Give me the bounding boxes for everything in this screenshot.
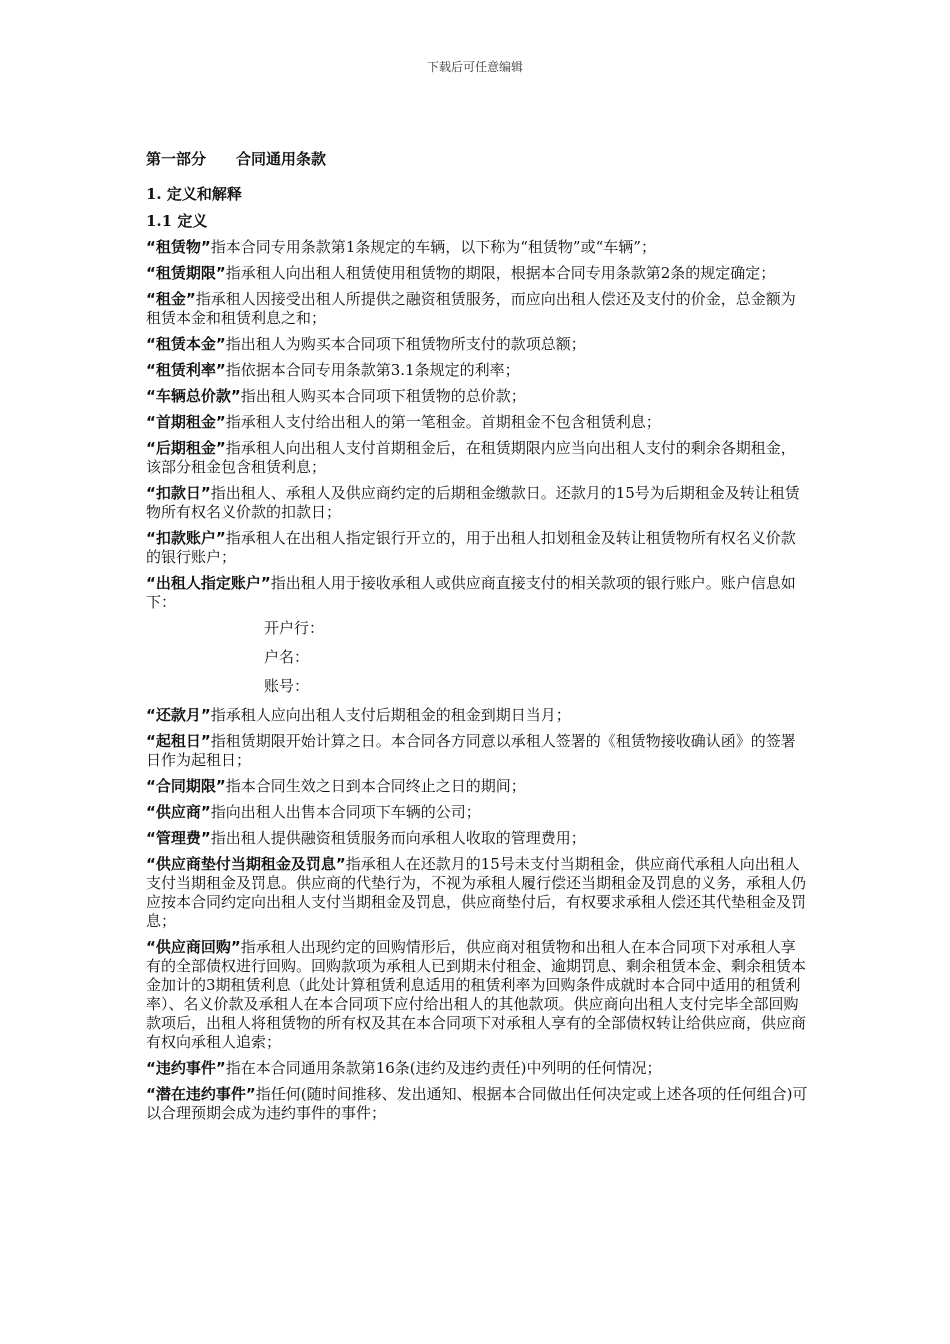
definition-term: “潜在违约事件” bbox=[146, 1085, 256, 1103]
definition-text: 指本合同专用条款第1条规定的车辆，以下称为“租赁物”或“车辆”； bbox=[210, 238, 656, 256]
definition-item bbox=[146, 335, 808, 354]
definitions-list-a bbox=[146, 238, 808, 612]
definition-text: 指出租人用于接收承租人或供应商直接支付的相关款项的银行账户。账户信息如下： bbox=[146, 574, 796, 611]
definition-text: 指任何(随时间推移、发出通知、根据本合同做出任何决定或上述各项的任何组合)可以合理预期会成为违约事件的事件； bbox=[146, 1085, 808, 1122]
part-title: 第一部分 合同通用条款 bbox=[146, 150, 327, 168]
definition-term: “合同期限” bbox=[146, 777, 226, 795]
definition-item bbox=[146, 777, 808, 796]
definition-item bbox=[146, 264, 808, 283]
definition-term: “首期租金” bbox=[146, 413, 226, 431]
definition-text: 指承租人出现约定的回购情形后，供应商对租赁物和出租人在本合同项下对承租人享有的全部债权进行回购。回购款项为承租人已到期未付租金、逾期罚息、剩余租赁本金、剩余租赁本金加计的3期租赁利息（此处计算租赁利息适用的租赁利率为回购条件成就时本合同中适用的租赁利率）、名义价款及承租人在本合同项下应付给出租人的其他款项。供应商向出租人支付完毕全部回购款项后，出租人将租赁物的所有权及其在本合同项下对承租人享有的全部债权转让给供应商，供应商有权向承租人追索； bbox=[146, 938, 807, 1051]
definition-item bbox=[146, 484, 808, 522]
definition-term: “扣款日” bbox=[146, 484, 211, 502]
definition-item bbox=[146, 413, 808, 432]
definition-text: 指出租人购买本合同项下租赁物的总价款； bbox=[240, 387, 526, 405]
account-info bbox=[146, 619, 808, 696]
definition-text: 指承租人向出租人租赁使用租赁物的期限，根据本合同专用条款第2条的规定确定； bbox=[225, 264, 776, 282]
definition-text: 指承租人因接受出租人所提供之融资租赁服务，而应向出租人偿还及支付的价金，总金额为租赁本金和租赁利息之和； bbox=[146, 290, 796, 327]
definition-text: 指出租人为购买本合同项下租赁物所支付的款项总额； bbox=[225, 335, 586, 353]
definition-term: “租赁本金” bbox=[146, 335, 226, 353]
definition-term: “管理费” bbox=[146, 829, 211, 847]
definition-term: “还款月” bbox=[146, 706, 211, 724]
definition-term: “出租人指定账户” bbox=[146, 574, 271, 592]
subsection-title: 1.1 定义 bbox=[146, 212, 208, 230]
definition-term: “供应商回购” bbox=[146, 938, 241, 956]
definition-item bbox=[146, 387, 808, 406]
definition-item bbox=[146, 290, 808, 328]
definition-text: 指出租人、承租人及供应商约定的后期租金缴款日。还款月的15号为后期租金及转让租赁物所有权名义价款的扣款日； bbox=[146, 484, 800, 521]
definition-term: “供应商” bbox=[146, 803, 211, 821]
definition-text: 指租赁期限开始计算之日。本合同各方同意以承租人签署的《租赁物接收确认函》的签署日作为起租日； bbox=[146, 732, 796, 769]
definition-text: 指承租人在出租人指定银行开立的，用于出租人扣划租金及转让租赁物所有权名义价款的银行账户； bbox=[146, 529, 796, 566]
definition-text: 指承租人支付给出租人的第一笔租金。首期租金不包含租赁利息； bbox=[225, 413, 661, 431]
definition-term: “车辆总价款” bbox=[146, 387, 241, 405]
definition-item bbox=[146, 829, 808, 848]
definition-term: “起租日” bbox=[146, 732, 211, 750]
account-field-label: 开户行： bbox=[264, 619, 325, 637]
definition-term: “租赁利率” bbox=[146, 361, 226, 379]
account-field-label: 户名： bbox=[264, 648, 310, 666]
page-header: 下载后可任意编辑 bbox=[426, 60, 523, 74]
definition-item bbox=[146, 855, 808, 931]
definition-item bbox=[146, 529, 808, 567]
definition-text: 指承租人向出租人支付首期租金后，在租赁期限内应当向出租人支付的剩余各期租金，该部分租金包含租赁利息； bbox=[146, 439, 796, 476]
definition-item bbox=[146, 706, 808, 725]
definition-item bbox=[146, 1085, 808, 1123]
definition-text: 指在本合同通用条款第16条(违约及违约责任)中列明的任何情况； bbox=[225, 1059, 662, 1077]
definition-term: “扣款账户” bbox=[146, 529, 226, 547]
section-title: 1. 定义和解释 bbox=[146, 185, 242, 203]
definition-text: 指出租人提供融资租赁服务而向承租人收取的管理费用； bbox=[210, 829, 586, 847]
definition-item bbox=[146, 938, 808, 1052]
definition-text: 指承租人在还款月的15号未支付当期租金，供应商代承租人向出租人支付当期租金及罚息。供应商的代垫行为，不视为承租人履行偿还当期租金及罚息的义务，承租人仍应按本合同约定向出租人支付当期租金及罚息，供应商垫付后，有权要求承租人偿还其代垫租金及罚息； bbox=[146, 855, 807, 930]
definition-term: “租金” bbox=[146, 290, 196, 308]
definition-text: 指向出租人出售本合同项下车辆的公司； bbox=[210, 803, 481, 821]
definition-item bbox=[146, 1059, 808, 1078]
document-body bbox=[146, 150, 808, 1130]
definition-text: 指依据本合同专用条款第3.1条规定的利率； bbox=[225, 361, 520, 379]
definition-item bbox=[146, 732, 808, 770]
account-field-label: 账号： bbox=[264, 677, 310, 695]
definition-term: “供应商垫付当期租金及罚息” bbox=[146, 855, 346, 873]
definition-text: 指本合同生效之日到本合同终止之日的期间； bbox=[225, 777, 526, 795]
definition-item bbox=[146, 238, 808, 257]
definition-term: “违约事件” bbox=[146, 1059, 226, 1077]
definition-item bbox=[146, 574, 808, 612]
definition-item bbox=[146, 439, 808, 477]
definition-item bbox=[146, 803, 808, 822]
definition-term: “租赁物” bbox=[146, 238, 211, 256]
definition-text: 指承租人应向出租人支付后期租金的租金到期日当月； bbox=[210, 706, 571, 724]
definitions-list-b bbox=[146, 706, 808, 1123]
definition-term: “后期租金” bbox=[146, 439, 226, 457]
definition-item bbox=[146, 361, 808, 380]
definition-term: “租赁期限” bbox=[146, 264, 226, 282]
